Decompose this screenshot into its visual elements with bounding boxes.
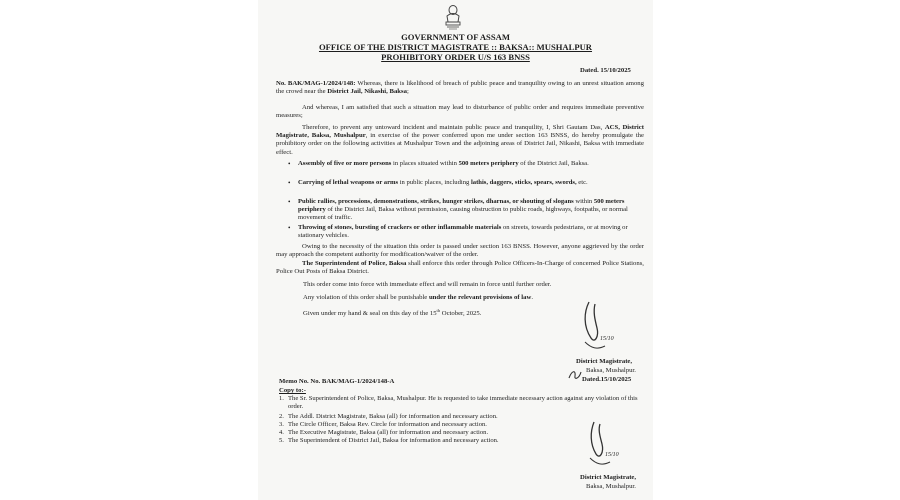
signatory-place: Baksa, Mushalpur. bbox=[586, 483, 636, 490]
signature-date-mark: 15/10 bbox=[605, 452, 619, 458]
bullet-item: • Carrying of lethal weapons or arms in public places, including lathis, daggers, sticks, spears, swords, etc. bbox=[288, 179, 588, 187]
signature-date-mark: 15/10 bbox=[600, 336, 614, 342]
bullet-item: • Public rallies, processions, demonstrations, strikes, hunger strikes, dharnas, or shouting of slogans within 500 meters periphery of the District Jail, Baksa without permission, causing obstruction to public roads, highways, footpaths, or normal movement of traffic. bbox=[288, 198, 628, 222]
bullet-item: • Assembly of five or more persons in places situated within 500 meters periphery of the District Jail, Baksa. bbox=[288, 160, 589, 168]
order-para-8: Given under my hand & seal on this day of the 15th October, 2025. bbox=[303, 308, 482, 318]
order-para-3: Therefore, to prevent any untoward incident and maintain public peace and tranquility, I, Shri Gautam Das, ACS, District Magistrate, Baksa, Mushalpur, in exercise of the power conferred upon me under section 163 BNSS, do hereby promulgate the prohibitory order on the following activities at Mushalpur Town and the adjoining areas of District Jail, Nikashi, Baksa with immediate effect. bbox=[276, 124, 644, 156]
signature-image bbox=[575, 298, 630, 360]
order-para-4: Owing to the necessity of the situation this order is passed under section 163 BNSS. However, anyone aggrieved by the order may approach the competent authority for modification/waiver of the order. bbox=[276, 243, 644, 259]
signatory-place: Baksa, Mushalpur. bbox=[586, 367, 636, 374]
order-para-1: No. BAK/MAG-1/2024/148: Whereas, there is likelihood of breach of public peace and tranquility owing to an unrest situation among the crowd near the District Jail, Nikashi, Baksa; bbox=[276, 80, 644, 96]
govt-heading: GOVERNMENT OF ASSAM bbox=[401, 32, 510, 42]
signature-image bbox=[582, 420, 632, 472]
bullet-item: • Throwing of stones, bursting of crackers or other inflammable materials on streets, towards pedestrians, or at moving or stationary vehicles. bbox=[288, 224, 628, 240]
order-number: No. BAK/MAG-1/2024/148: bbox=[276, 80, 356, 87]
copy-item: 5. The Superintendent of District Jail, Baksa for information and necessary action. bbox=[279, 437, 499, 444]
copy-to-label: Copy to:- bbox=[279, 387, 306, 394]
ashoka-emblem-icon bbox=[443, 4, 463, 30]
order-para-6: This order come into force with immediate effect and will remain in force until further order. bbox=[303, 281, 552, 288]
signatory-title: District Magistrate, bbox=[580, 474, 637, 481]
order-para-2: And whereas, I am satisfied that such a situation may lead to disturbance of public order and requires immediate preventive measures; bbox=[276, 104, 644, 120]
copy-item: 4. The Executive Magistrate, Baksa (all) for information and necessary action. bbox=[279, 429, 489, 436]
copy-item: 2. The Addl. District Magistrate, Baksa (all) for information and necessary action. bbox=[279, 413, 498, 420]
initials-mark bbox=[567, 366, 583, 382]
order-para-5: The Superintendent of Police, Baksa shall enforce this order through Police Officers-In-Charge of concerned Police Stations, Police Out Posts of Baksa District. bbox=[276, 260, 644, 276]
signatory-title: District Magistrate, bbox=[576, 358, 633, 365]
office-heading: OFFICE OF THE DISTRICT MAGISTRATE :: BAKSA:: MUSHALPUR bbox=[318, 42, 593, 52]
memo-number: Memo No. No. BAK/MAG-1/2024/148-A bbox=[279, 378, 395, 385]
order-title: PROHIBITORY ORDER U/S 163 BNSS bbox=[381, 52, 530, 62]
order-para-7: Any violation of this order shall be punishable under the relevant provisions of law. bbox=[303, 294, 533, 301]
signature-dated: Dated.15/10/2025 bbox=[582, 376, 632, 383]
copy-item: 3. The Circle Officer, Baksa Rev. Circle for information and necessary action. bbox=[279, 421, 487, 428]
copy-item: 1. The Sr. Superintendent of Police, Baksa, Mushalpur. He is requested to take immediate necessary action against any violation of this order. bbox=[279, 395, 638, 410]
order-date: Dated. 15/10/2025 bbox=[580, 67, 631, 74]
